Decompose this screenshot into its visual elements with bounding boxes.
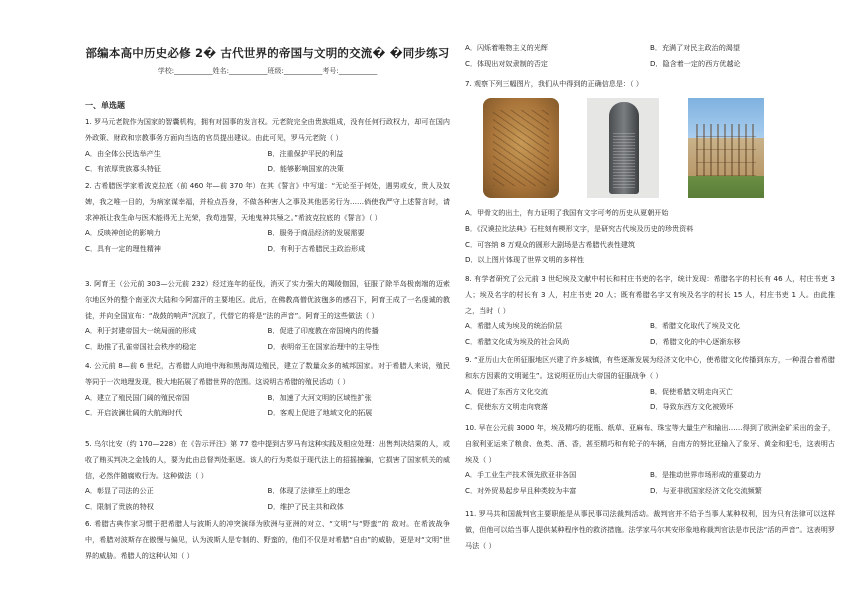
- option-d[interactable]: D．以上图片体现了世界文明的多样性: [465, 255, 584, 265]
- question-options: [85, 390, 450, 422]
- question-1: [85, 114, 450, 177]
- option-a[interactable]: A．利于封建帝国大一统局面的形成: [85, 326, 197, 336]
- hammurabi-stele-image: [587, 98, 659, 198]
- option-d[interactable]: D．导致东西方文化被毁坏: [650, 402, 734, 412]
- question-7: [465, 76, 835, 92]
- option-a[interactable]: A．建立了殖民国门阔的殖民帝国: [85, 392, 190, 402]
- option-d[interactable]: D．与亚非欧国家经济文化交流频繁: [650, 486, 762, 496]
- option-a[interactable]: A．促进了东西方文化交流: [465, 386, 548, 396]
- student-info-line: 学校:___________姓名:___________班级:___________考号:___________: [157, 67, 378, 75]
- option-c[interactable]: C．可容纳 8 万观众的圆形大剧场是古希腊代表性建筑: [465, 239, 636, 249]
- option-d[interactable]: D．有利于古希腊民主政治形成: [267, 244, 366, 254]
- question-options: [85, 146, 450, 178]
- question-11: [465, 506, 835, 553]
- option-b[interactable]: B．《汉谟拉比法典》石柱刻有楔形文字，是研究古代埃及历史的珍贵资料: [465, 223, 694, 233]
- question-6-options: [465, 40, 835, 72]
- question-stem: 4. 公元前 8—前 6 世纪，古希腊人向地中海和黑海周边殖民，建立了数量众多的城邦国家。对于希腊人来说，殖民等同于一次地理发现，极大地拓展了希腊世界的范围。这说明古希腊的殖民活动（ ）: [85, 361, 450, 386]
- question-stem: 11. 罗马共和国裁判官主要职能是从事民事司法裁判活动。裁判官并不给予当事人某种权利，因为只有法律可以这样做，但他可以给当事人提供某种程序性的救济措施。法学家马尔其安形象地称裁判官法是市民法“活的声音”。这表明罗马法（ ）: [465, 509, 835, 550]
- question-stem: 10. 早在公元前 3000 年，埃及精巧的花瓶、纸草、亚麻布、珠宝等大量生产和输出……得到了欧洲金矿采出的金子，自叙利亚运来了粮食、鱼类、酒、香，甚至精巧和有轮子的车辆，自南方的努比亚输入了象牙、黄金和犯毛，这表明古埃及（ ）: [465, 423, 835, 464]
- section-heading: 一、单选题: [85, 101, 125, 110]
- question-5: [85, 436, 450, 515]
- question-stem: 9. “亚历山大在所征服地区兴建了许多城镇，有些逐渐发展为经济文化中心，使希腊文化传播到东方，一种混合着希腊和东方因素的文明诞生”。这说明亚历山大帝国的征服战争（ ）: [465, 355, 835, 380]
- question-options: [85, 323, 450, 355]
- question-stem: 8. 有学者研究了公元前 3 世纪埃及文献中村长和村庄书吏的名字，统计发现：希腊名字的村长有 46 人，村庄书吏 3 人；埃及名字的村长有 3 人，村庄书吏 20 人；既有希腊名字又有埃及名字的村长 15 人，村庄书吏 1 人。由此推之，当时（ ）: [465, 274, 835, 315]
- question-stem: 2. 古希腊医学家希波克拉底（前 460 年—前 370 年）在其《誓言》中写道：“无论至于何处，遇男或女，贵人及奴婢，我之唯一目的，为病家谋幸福，并检点吾身，不做各种害人之事及其他恶劣行为……倘使我严守上述誓言时，请求神祇让我生命与医术能得无上光荣，我苟违誓，天地鬼神共殛之。”希波克拉底的《誓言》（ ）: [85, 181, 450, 222]
- option-c[interactable]: C．具有一定的理性精神: [85, 244, 161, 254]
- option-c[interactable]: C．限制了贵族的特权: [85, 502, 154, 512]
- jade-artifact-image: [483, 98, 559, 198]
- question-9: [465, 352, 835, 415]
- option-b[interactable]: B．注重保护平民的利益: [267, 148, 344, 158]
- option-c[interactable]: C．促使东方文明走向衰落: [465, 402, 548, 412]
- question-stem: 5. 乌尔比安（约 170—228）在《告示评注》第 77 卷中提到古罗马有这种实践及相应处理：出售判决结果的人，或收了贿买判决之金钱的人，要为此由总督判处驱逐。该人的行为类似于现代法上的招摇撞骗，它损害了国家机关的威信，必然伴随腐败行为。这种做法（ ）: [85, 439, 450, 480]
- option-a[interactable]: A．希腊人成为埃及的统治阶层: [465, 321, 563, 331]
- option-d[interactable]: D．客观上促进了地域文化的拓展: [267, 408, 373, 418]
- question-options: [85, 483, 450, 515]
- option-b[interactable]: B．促进了印度教在帝国境内的传播: [267, 326, 379, 336]
- question-options: [465, 384, 835, 416]
- option-b[interactable]: B．体现了法律至上的理念: [267, 486, 351, 496]
- option-c[interactable]: C．体现出对奴隶制的否定: [465, 58, 548, 68]
- question-3: [85, 276, 450, 355]
- option-b[interactable]: B．是推动世界市场形成的重要动力: [650, 470, 762, 480]
- option-c[interactable]: C．有浓厚贵族寡头特征: [85, 164, 161, 174]
- colosseum-image: [688, 98, 764, 198]
- option-b[interactable]: B．促使希腊文明走向灭亡: [650, 386, 733, 396]
- option-a[interactable]: A．彰显了司法的公正: [85, 486, 154, 496]
- question-stem: 3. 阿育王（公元前 303—公元前 232）经过连年的征伐，消灭了实力强大的羯陵伽国，征服了除半岛极南端的迈索尔地区外的整个南亚次大陆和今阿富汗的主要地区。此后，在佛教高僧优波毱多的感召下，阿育王成了一名虔诚的教徒，并向全国宣布：“战鼓的响声”沉寂了，代替它的将是“法的声音”。阿育王的这些做法（ ）: [85, 279, 450, 320]
- option-d[interactable]: D．希腊文化的中心逐渐东移: [650, 337, 741, 347]
- option-c[interactable]: C．助推了孔雀帝国社会秩序的稳定: [85, 342, 197, 352]
- option-a[interactable]: A．反映神创论的影响力: [85, 228, 161, 238]
- question-6: [85, 516, 450, 563]
- question-7-options: [465, 205, 835, 268]
- question-options: [465, 467, 835, 499]
- question-2: [85, 178, 450, 257]
- option-d[interactable]: D．表明帝王在国家治理中的主导性: [267, 342, 380, 352]
- page-title: 部编本高中历史必修 2� 古代世界的帝国与文明的交流� �同步练习: [85, 46, 450, 60]
- option-b[interactable]: B．希腊文化取代了埃及文化: [650, 321, 740, 331]
- option-a[interactable]: A．由全体公民选举产生: [85, 148, 161, 158]
- question-options: [465, 40, 835, 72]
- option-d[interactable]: D．能够影响国家的决策: [267, 164, 344, 174]
- question-options: [465, 318, 835, 350]
- question-options: [85, 225, 450, 257]
- option-a[interactable]: A．甲骨文的出土，有力证明了我国有文字可考的历史从夏朝开始: [465, 208, 669, 217]
- option-c[interactable]: C．对外贸易起步早且种类较为丰富: [465, 486, 577, 496]
- question-7-images: [465, 98, 835, 200]
- option-b[interactable]: B．加速了大河文明的区域性扩张: [267, 392, 372, 402]
- question-4: [85, 358, 450, 421]
- option-c[interactable]: C．希腊文化成为埃及的社会风尚: [465, 337, 570, 347]
- option-d[interactable]: D．隐含着一定的西方优越论: [650, 58, 741, 68]
- question-10: [465, 420, 835, 499]
- question-stem: 7. 观察下列三幅图片，我们从中得到的正确信息是：（ ）: [465, 79, 643, 88]
- option-d[interactable]: D．维护了民主共和政体: [267, 502, 344, 512]
- question-8: [465, 271, 835, 350]
- option-b[interactable]: B．服务于商品经济的发展需要: [267, 228, 365, 238]
- option-a[interactable]: A．闪烁着唯物主义的光辉: [465, 43, 548, 52]
- option-c[interactable]: C．开启波澜壮阔的大航海时代: [85, 408, 183, 418]
- option-a[interactable]: A．手工业生产技术领先欧亚非各国: [465, 470, 577, 480]
- option-b[interactable]: B．充满了对民主政治的渴望: [650, 43, 740, 52]
- question-stem: 1. 罗马元老院作为国家的智囊机构，拥有对国事的发言权。元老院完全由贵族组成，没有任何行政权力，却可在国内外政策、财政和宗教事务方面向当选的官员提出建议。由此可见，罗马元老院（ ）: [85, 117, 450, 142]
- question-stem: 6. 希腊古典作家习惯于把希腊人与波斯人的冲突演绎为欧洲与亚洲的对立、“文明”与“野蛮”的 敌对。在希波战争中，希腊对波斯存在傲慢与偏见，认为波斯人是专制的、野蛮的，他们不仅是对希腊“自由”的威胁，更是对“文明”世界的威胁。希腊人的这种认知（ ）: [85, 519, 450, 560]
